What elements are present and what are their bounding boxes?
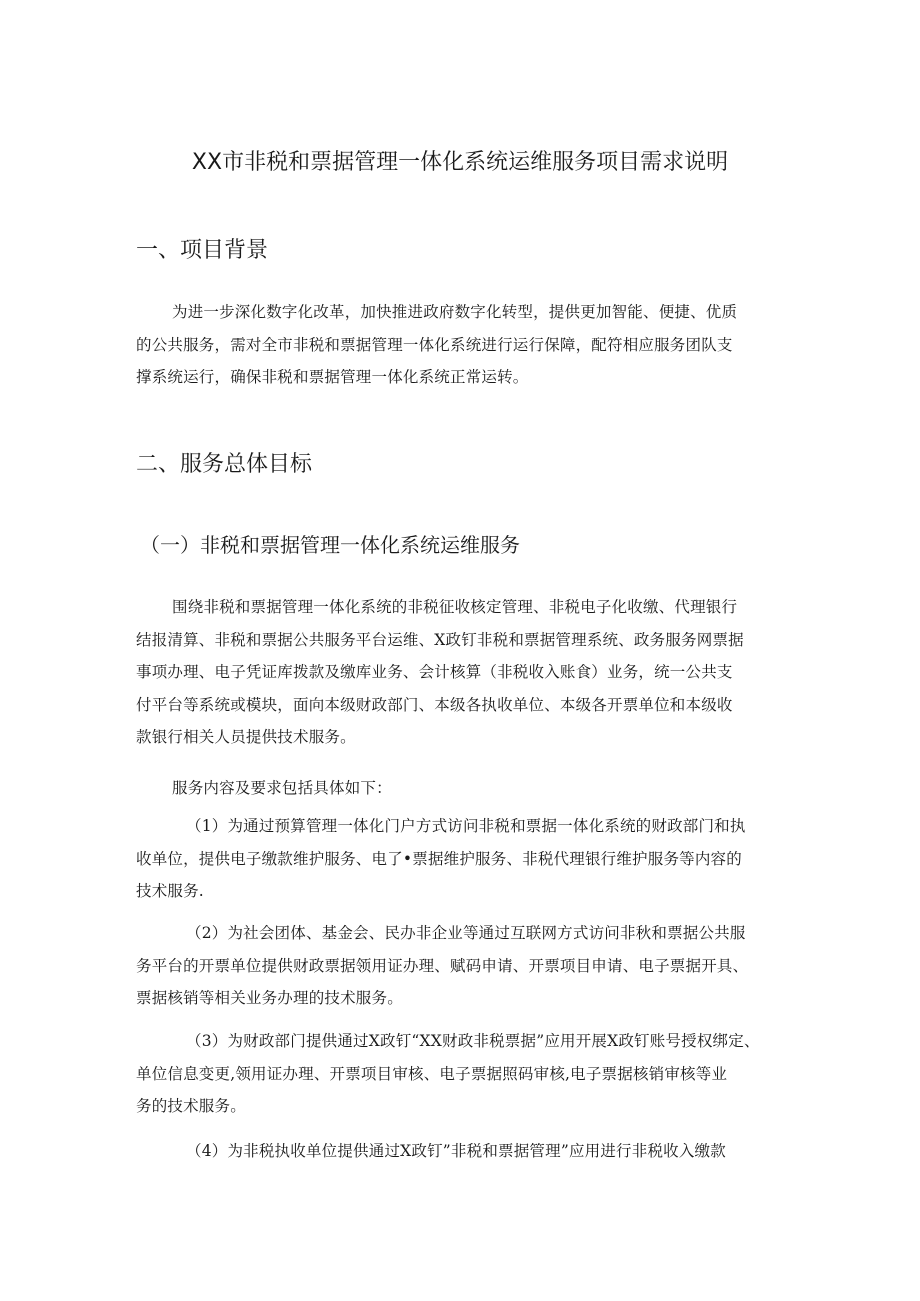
list-item-3 bbox=[136, 1025, 786, 1123]
paragraph-line: 围绕非税和票据管理一体化系统的非税征收核定管理、非税电子化收缴、代理银行 bbox=[172, 598, 738, 616]
paragraph-line: 技术服务. bbox=[136, 882, 204, 900]
background-paragraph bbox=[136, 296, 786, 394]
list-item-2 bbox=[136, 917, 786, 1015]
section-heading-goals: 二、服务总体目标 bbox=[136, 452, 313, 477]
paragraph-line: 付平台等系统或模块，面向本级财政部门、本级各执收单位、本级各开票单位和本级收 bbox=[136, 695, 733, 714]
paragraph-line: 的公共服务，需对全市非税和票据管理一体化系统进行运行保障，配符相应服务团队支 bbox=[136, 335, 733, 354]
paragraph-line: 单位信息变更,领用证办理、开票项目审核、电子票据照码审核,电子票据核销审核等业 bbox=[136, 1064, 728, 1083]
paragraph-line: 票据核销等相关业务办理的技术服务。 bbox=[136, 989, 403, 1007]
subsection-heading: （一）非税和票据管理一体化系统运维服务 bbox=[140, 533, 520, 557]
paragraph-line: 服务内容及要求包括具体如下： bbox=[172, 779, 392, 797]
intro-paragraph bbox=[136, 591, 786, 754]
paragraph-line: （1）为通过预算管理一体化门户方式访问非税和票据一体化系统的财政部门和执 bbox=[186, 817, 746, 835]
content-intro-paragraph bbox=[136, 772, 786, 805]
paragraph-line: 事项办理、电子凭证库拨款及缴库业务、会计核算（非税收入账食）业务，统一公共支 bbox=[136, 663, 733, 681]
paragraph-line: 收单位，提供电子缴款维护服务、电了•票据维护服务、非税代理银行维护服务等内容的 bbox=[136, 849, 742, 868]
paragraph-line: 款银行相关人员提供技术服务。 bbox=[136, 728, 356, 746]
paragraph-line: 结报清算、非税和票据公共服务平台运维、X政钉非税和票据管理系统、政务服务网票据 bbox=[136, 630, 744, 649]
list-item-4 bbox=[136, 1135, 786, 1168]
paragraph-line: （3）为财政部门提供通过X政钉“XX财政非税票据”应用开展X政钉账号授权绑定、 bbox=[186, 1032, 760, 1050]
paragraph-line: 为进一步深化数字化改革，加快推进政府数字化转型，提供更加智能、便捷、优质 bbox=[172, 303, 738, 321]
paragraph-line: 务的技术服务。 bbox=[136, 1097, 246, 1115]
list-item-1 bbox=[136, 810, 786, 908]
paragraph-line: （4）为非税执收单位提供通过X政钉”非税和票据管理”应用进行非税收入缴款 bbox=[186, 1142, 726, 1160]
paragraph-line: （2）为社会团体、基金会、民办非企业等通过互联网方式访问非秋和票据公共服 bbox=[186, 924, 746, 942]
document-title: XX市非税和票据管理一体化系统运维服务项目需求说明 bbox=[191, 150, 729, 175]
section-heading-background: 一、项目背景 bbox=[136, 238, 269, 263]
paragraph-line: 撑系统运行，确保非税和票据管理一体化系统正常运转。 bbox=[136, 368, 529, 386]
paragraph-line: 务平台的开票单位提供财政票据领用证办理、赋码申请、开票项目申请、电子票据开具、 bbox=[136, 956, 749, 975]
